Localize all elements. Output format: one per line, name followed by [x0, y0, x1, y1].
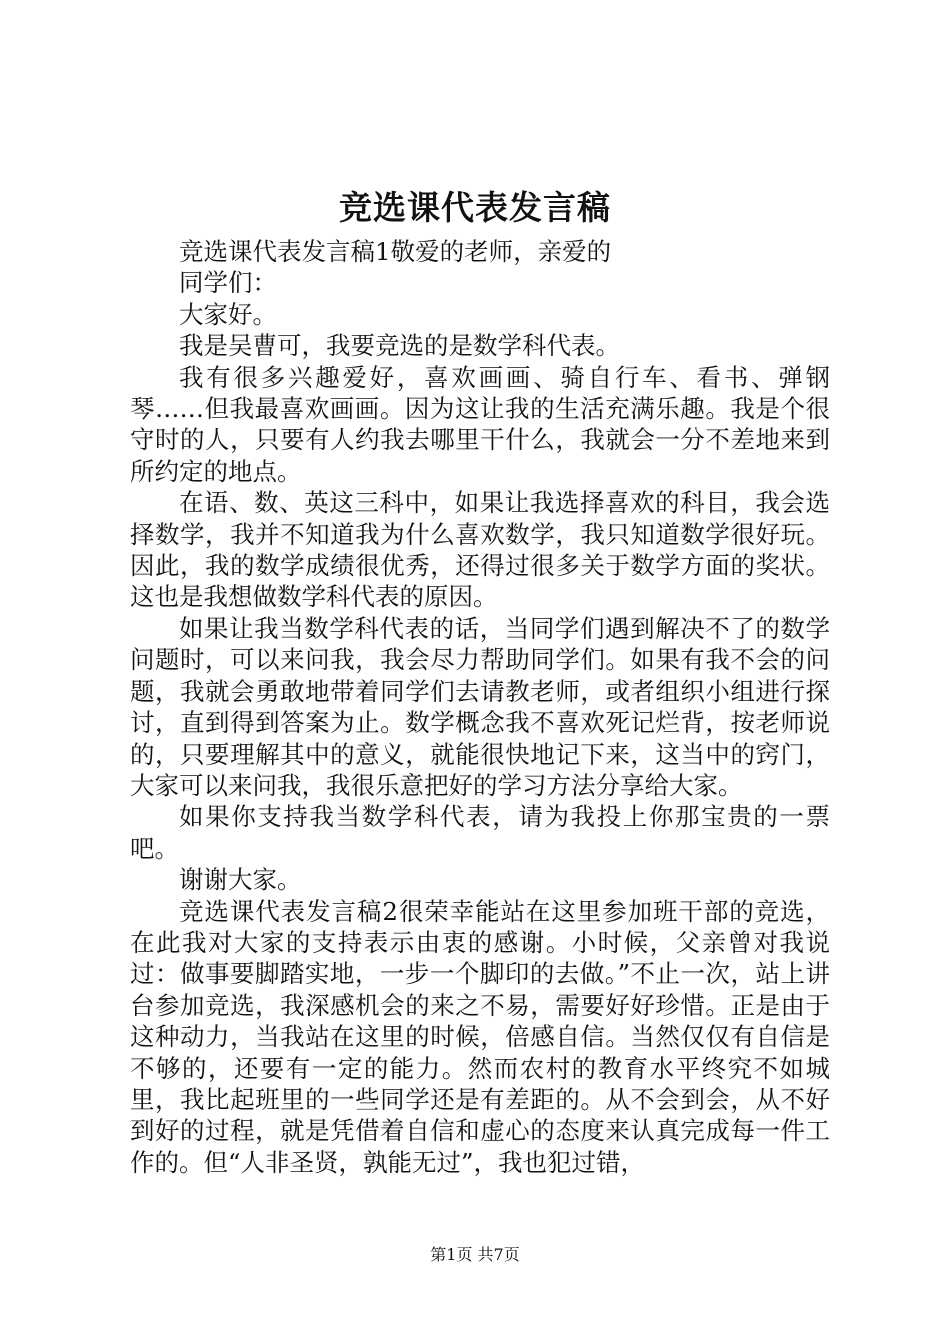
- paragraph-greeting-line-2: 同学们：: [179, 268, 277, 298]
- paragraph-thanks: 谢谢大家。: [179, 865, 302, 895]
- paragraph-vote-request: 如果你支持我当数学科代表，请为我投上你那宝贵的一票吧。: [130, 802, 830, 863]
- paragraph-why-math: 在语、数、英这三科中，如果让我选择喜欢的科目，我会选择数学，我并不知道我为什么喜欢数学，我只知道数学很好玩。因此，我的数学成绩很优秀，还得过很多关于数学方面的奖状。这也是我想做数学科代表的原因。: [130, 488, 830, 612]
- paragraph-greeting-line-1: 竞选课代表发言稿1敬爱的老师，亲爱的: [179, 237, 612, 266]
- page-number-footer: 第1页 共7页: [430, 1245, 520, 1264]
- document-title: 竞选课代表发言稿: [339, 188, 611, 227]
- paragraph-hobbies: 我有很多兴趣爱好，喜欢画画、骑自行车、看书、弹钢琴……但我最喜欢画画。因为这让我的生活充满乐趣。我是个很守时的人，只要有人约我去哪里干什么，我就会一分不差地来到所约定的地点。: [130, 362, 830, 486]
- document-body: [130, 236, 830, 1178]
- paragraph-speech-2: 竞选课代表发言稿2很荣幸能站在这里参加班干部的竞选，在此我对大家的支持表示由衷的感谢。小时候，父亲曾对我说过：做事要脚踏实地，一步一个脚印的去做。”不止一次，站上讲台参加竞选，我深感机会的来之不易，需要好好珍惜。正是由于这种动力，当我站在这里的时候，倍感自信。当然仅仅有自信是不够的，还要有一定的能力。然而农村的教育水平终究不如城里，我比起班里的一些同学还是有差距的。从不会到会，从不好到好的过程，就是凭借着自信和虚心的态度来认真完成每一件工作的。但“人非圣贤，孰能无过”，我也犯过错，: [130, 896, 830, 1177]
- paragraph-hello: 大家好。: [179, 299, 277, 329]
- paragraph-plan: 如果让我当数学科代表的话，当同学们遇到解决不了的数学问题时，可以来问我，我会尽力帮助同学们。如果有我不会的问题，我就会勇敢地带着同学们去请教老师，或者组织小组进行探讨，直到得到答案为止。数学概念我不喜欢死记烂背，按老师说的，只要理解其中的意义，就能很快地记下来，这当中的窍门，大家可以来问我，我很乐意把好的学习方法分享给大家。: [130, 613, 830, 800]
- paragraph-intro: 我是吴曹可，我要竞选的是数学科代表。: [179, 331, 620, 361]
